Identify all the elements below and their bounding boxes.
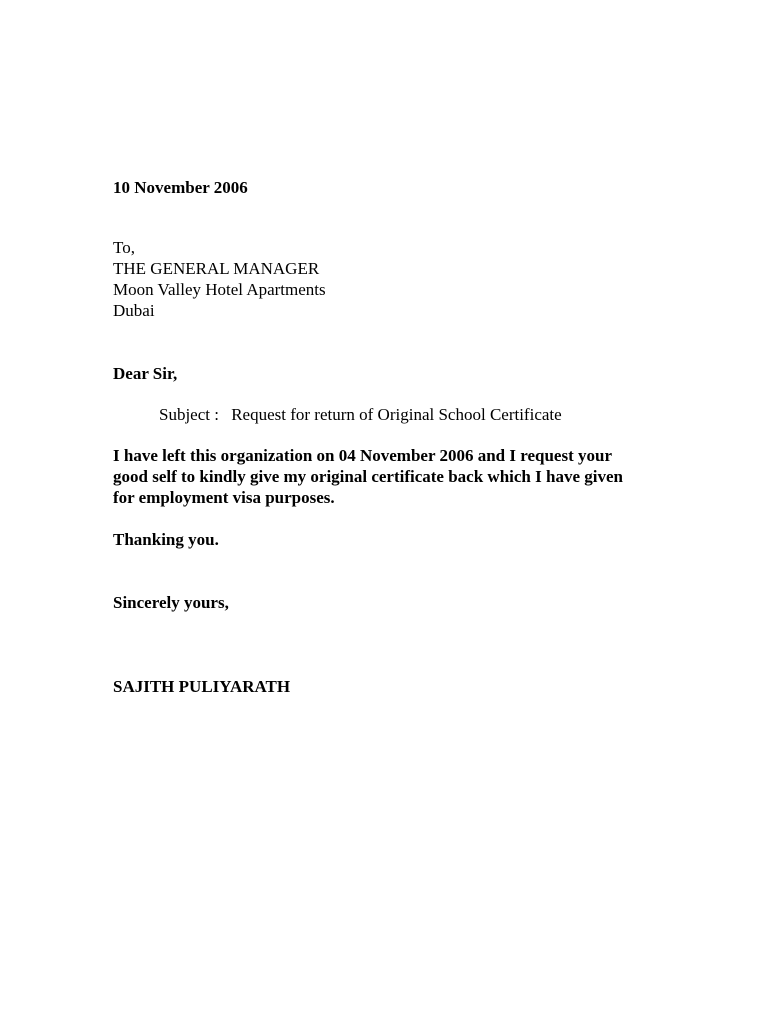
recipient-organization: Moon Valley Hotel Apartments: [113, 280, 326, 299]
recipient-city: Dubai: [113, 301, 155, 320]
thanks-line: Thanking you.: [113, 530, 219, 549]
recipient-to: To,: [113, 238, 135, 257]
letter-date: 10 November 2006: [113, 178, 248, 197]
recipient-title: THE GENERAL MANAGER: [113, 259, 320, 278]
body-line-2: good self to kindly give my original certificate back which I have given: [113, 467, 623, 486]
subject-line: [159, 404, 562, 425]
body-line-3: for employment visa purposes.: [113, 488, 335, 507]
closing-line: Sincerely yours,: [113, 593, 229, 612]
subject-label: Subject :: [159, 405, 219, 424]
signature-name: SAJITH PULIYARATH: [113, 677, 291, 696]
body-line-1: I have left this organization on 04 November 2006 and I request your: [113, 446, 612, 465]
subject-text: Request for return of Original School Certificate: [231, 405, 562, 424]
greeting: Dear Sir,: [113, 364, 178, 383]
